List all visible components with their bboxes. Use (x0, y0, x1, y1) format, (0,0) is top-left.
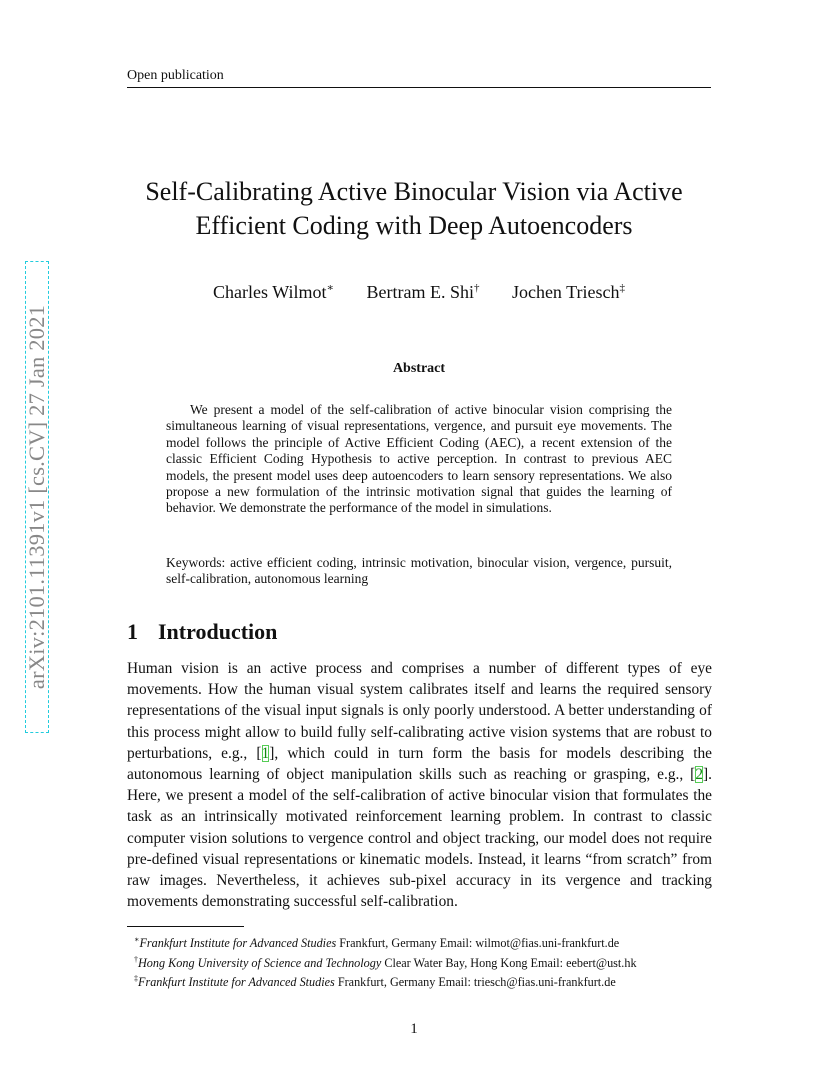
arxiv-stamp-text: arXiv:2101.11391v1 [cs.CV] 27 Jan 2021 (24, 304, 49, 690)
footnote: ∗Frankfurt Institute for Advanced Studies Frankfurt, Germany Email: wilmot@fias.uni-frankfurt.de (134, 935, 620, 951)
author: Bertram E. Shi† (366, 282, 480, 302)
footnote: †Hong Kong University of Science and Technology Clear Water Bay, Hong Kong Email: eebert@ust.hk (134, 954, 637, 970)
arxiv-stamp[interactable] (26, 262, 48, 732)
header-text: Open publication (127, 68, 224, 83)
section-number: 1 (127, 619, 138, 644)
title-line-1: Self-Calibrating Active Binocular Vision via Active (145, 177, 683, 206)
intro-paragraph: Human vision is an active process and comprises a number of different types of eye movements. How the human visual system calibrates itself and learns the required sensory representations of the visual input signals is only poorly understood. A better understanding of this process might allow to build fully self-calibrating active vision systems that are robust to perturbations, e.g., [1], which could in turn form the basis for models describing the autonomous learning of object manipulation skills such as reaching or grasping, e.g., [2]. Here, we present a model of the self-calibration of active binocular vision that formulates the task as an intrinsically motivated reinforcement learning problem. In contrast to classic computer vision solutions to vergence control and object tracking, our model does not require pre-defined visual representations or kinematic models. Instead, it learns “from scratch” from raw images. Nevertheless, it achieves sub-pixel accuracy in its vergence and tracking movements demonstrating successful self-calibration. (127, 660, 712, 911)
section-heading (127, 618, 277, 646)
footnote: ‡Frankfurt Institute for Advanced Studies Frankfurt, Germany Email: triesch@fias.uni-frankfurt.de (134, 974, 616, 990)
author-list (127, 276, 711, 304)
abstract-text: We present a model of the self-calibration of active binocular vision comprising the simultaneous learning of visual representations, vergence, and pursuit eye movements. The model follows the principle of Active Efficient Coding (AEC), a recent extension of the classic Efficient Coding Hypothesis to active perception. In contrast to previous AEC models, the present model uses deep autoencoders to learn sensory representations. We also propose a new formulation of the intrinsic motivation signal that guides the learning of behavior. We demonstrate the performance of the model in simulations. (166, 402, 672, 516)
running-header (127, 67, 711, 88)
section-title: Introduction (158, 619, 278, 644)
citation-link[interactable]: 1 (261, 744, 270, 762)
footnote-rule (127, 926, 244, 927)
title-line-2: Efficient Coding with Deep Autoencoders (195, 211, 633, 240)
author: Jochen Triesch‡ (511, 282, 625, 302)
abstract-heading: Abstract (392, 361, 446, 376)
footnotes (134, 932, 734, 991)
paper-title (80, 175, 748, 243)
page-number: 1 (410, 1021, 418, 1037)
citation-link[interactable]: 2 (695, 766, 704, 784)
keywords: Keywords: active efficient coding, intrinsic motivation, binocular vision, vergence, pursuit, self-calibration, autonomous learning (166, 555, 672, 587)
author: Charles Wilmot∗ (213, 282, 334, 302)
